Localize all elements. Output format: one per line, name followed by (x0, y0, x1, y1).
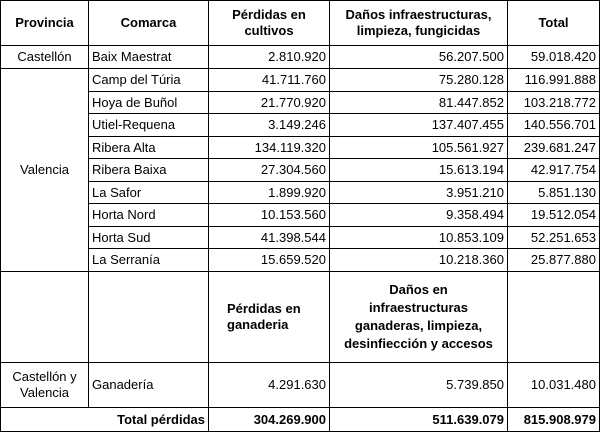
header-danos-ganaderia: Daños en infraestructuras ganaderas, limpieza, desinfiección y accesos (330, 272, 508, 363)
total-danos: 511.639.079 (330, 408, 508, 432)
table-row (1, 227, 600, 249)
perdidas-cell: 21.770.920 (209, 92, 330, 114)
comarca-cell: Horta Sud (89, 227, 209, 249)
danos-cell: 10.218.360 (330, 249, 508, 272)
danos-cell: 5.739.850 (330, 363, 508, 408)
comarca-cell: Utiel-Requena (89, 114, 209, 137)
danos-cell: 9.358.494 (330, 204, 508, 227)
danos-cell: 56.207.500 (330, 46, 508, 69)
total-cell: 116.991.888 (508, 69, 600, 92)
danos-cell: 81.447.852 (330, 92, 508, 114)
table-row (1, 92, 600, 114)
perdidas-cell: 10.153.560 (209, 204, 330, 227)
header-total: Total (508, 1, 600, 46)
perdidas-cell: 41.398.544 (209, 227, 330, 249)
comarca-cell: Horta Nord (89, 204, 209, 227)
table-row (1, 114, 600, 137)
totals-row (1, 408, 600, 432)
table-row (1, 249, 600, 272)
total-cell: 103.218.772 (508, 92, 600, 114)
perdidas-cell: 41.711.760 (209, 69, 330, 92)
provincia-cell: Castellón y Valencia (1, 363, 89, 408)
header-perdidas-ganaderia: Pérdidas en ganaderia (209, 272, 330, 363)
total-cell: 140.556.701 (508, 114, 600, 137)
header-danos: Daños infraestructuras, limpieza, fungicidas (330, 1, 508, 46)
comarca-cell: Baix Maestrat (89, 46, 209, 69)
perdidas-cell: 4.291.630 (209, 363, 330, 408)
total-cell: 5.851.130 (508, 182, 600, 204)
danos-cell: 137.407.455 (330, 114, 508, 137)
perdidas-cell: 15.659.520 (209, 249, 330, 272)
empty-cell (89, 272, 209, 363)
comarca-cell: La Safor (89, 182, 209, 204)
comarca-cell: Camp del Túria (89, 69, 209, 92)
total-cell: 239.681.247 (508, 137, 600, 159)
table-row (1, 69, 600, 92)
comarca-cell: Ribera Alta (89, 137, 209, 159)
danos-cell: 15.613.194 (330, 159, 508, 182)
table-row (1, 46, 600, 69)
danos-cell: 10.853.109 (330, 227, 508, 249)
total-cell: 19.512.054 (508, 204, 600, 227)
perdidas-cell: 27.304.560 (209, 159, 330, 182)
empty-cell (1, 272, 89, 363)
comarca-cell: Ganadería (89, 363, 209, 408)
perdidas-cell: 3.149.246 (209, 114, 330, 137)
comarca-cell: La Serranía (89, 249, 209, 272)
table-row (1, 159, 600, 182)
comarca-cell: Hoya de Buñol (89, 92, 209, 114)
ganaderia-header-row (1, 272, 600, 363)
ganaderia-row (1, 363, 600, 408)
danos-cell: 3.951.210 (330, 182, 508, 204)
total-cell: 52.251.653 (508, 227, 600, 249)
total-perdidas: 304.269.900 (209, 408, 330, 432)
total-cell: 42.917.754 (508, 159, 600, 182)
perdidas-cell: 2.810.920 (209, 46, 330, 69)
danos-cell: 75.280.128 (330, 69, 508, 92)
perdidas-cell: 134.119.320 (209, 137, 330, 159)
comarca-cell: Ribera Baixa (89, 159, 209, 182)
header-perdidas-cultivos: Pérdidas en cultivos (209, 1, 330, 46)
provincia-cell: Castellón (1, 46, 89, 69)
total-grand: 815.908.979 (508, 408, 600, 432)
totals-label: Total pérdidas (1, 408, 209, 432)
empty-cell (508, 272, 600, 363)
table-row (1, 182, 600, 204)
provincia-cell: Valencia (1, 69, 89, 272)
table-row (1, 204, 600, 227)
total-cell: 25.877.880 (508, 249, 600, 272)
danos-cell: 105.561.927 (330, 137, 508, 159)
table-row (1, 137, 600, 159)
total-cell: 10.031.480 (508, 363, 600, 408)
total-cell: 59.018.420 (508, 46, 600, 69)
header-row (1, 1, 600, 46)
header-provincia: Provincia (1, 1, 89, 46)
perdidas-cell: 1.899.920 (209, 182, 330, 204)
header-comarca: Comarca (89, 1, 209, 46)
